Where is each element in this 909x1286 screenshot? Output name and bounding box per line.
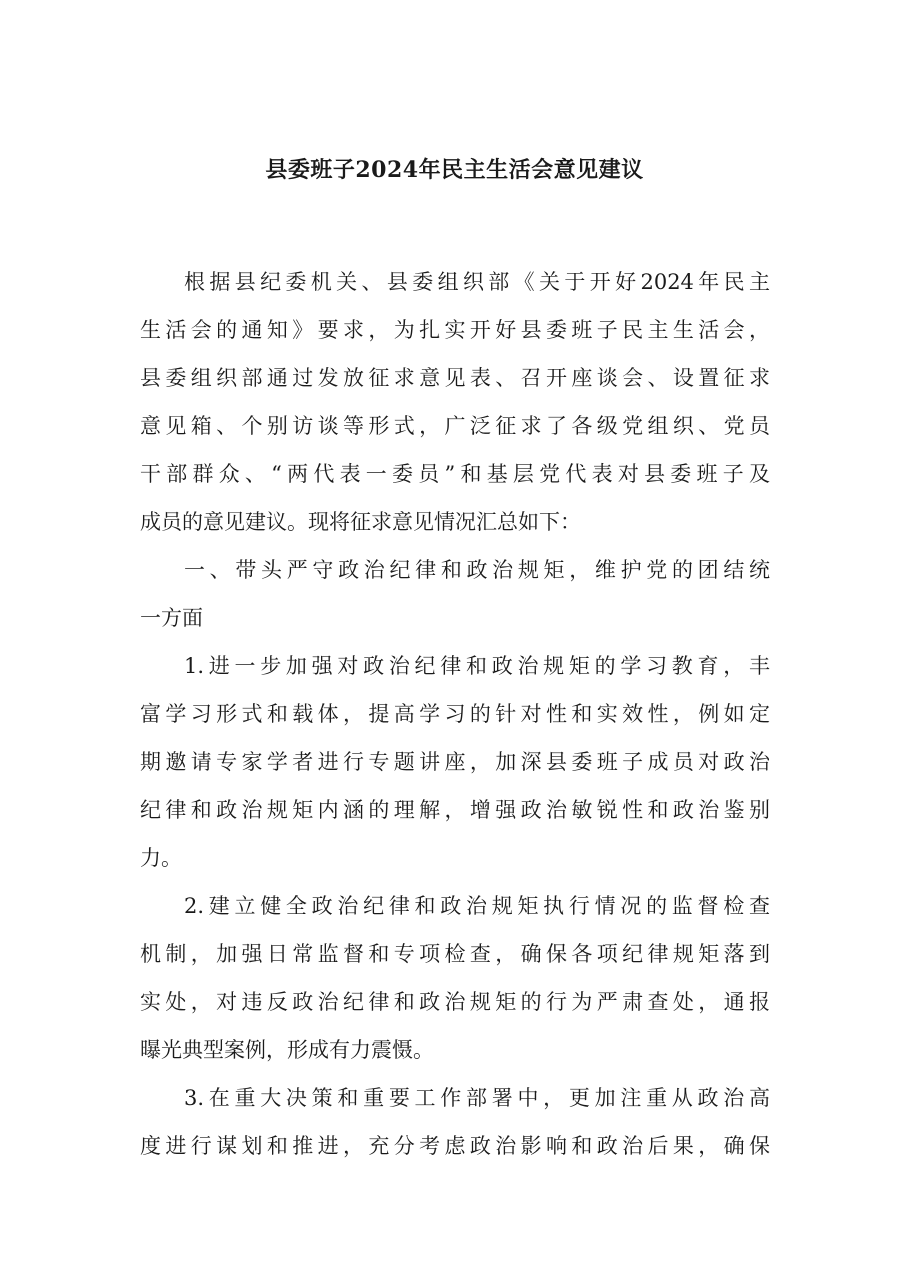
text-line: 根据县纪委机关、县委组织部《关于开好2024年民主 — [184, 270, 770, 294]
text-line: 富学习形式和载体，提高学习的针对性和实效性，例如定 — [140, 702, 770, 726]
text-line: 度进行谋划和推进，充分考虑政治影响和政治后果，确保 — [140, 1134, 770, 1158]
text-line: 意见箱、个别访谈等形式，广泛征求了各级党组织、党员 — [140, 414, 770, 438]
document-title: 县委班子2024年民主生活会意见建议 — [265, 157, 644, 183]
text-line: 2.建立健全政治纪律和政治规矩执行情况的监督检查 — [184, 894, 770, 918]
text-line: 纪律和政治规矩内涵的理解，增强政治敏锐性和政治鉴别 — [140, 798, 770, 822]
text-line: 期邀请专家学者进行专题讲座，加深县委班子成员对政治 — [140, 750, 770, 774]
text-line: 一、带头严守政治纪律和政治规矩，维护党的团结统 — [184, 558, 770, 582]
list-item-1 — [140, 642, 770, 882]
text-line: 机制，加强日常监督和专项检查，确保各项纪律规矩落到 — [140, 942, 770, 966]
text-line: 县委组织部通过发放征求意见表、召开座谈会、设置征求 — [140, 366, 770, 390]
text-line: 1.进一步加强对政治纪律和政治规矩的学习教育，丰 — [184, 654, 770, 678]
text-line: 3.在重大决策和重要工作部署中，更加注重从政治高 — [184, 1086, 770, 1110]
list-item-3 — [140, 1074, 770, 1170]
text-line: 曝光典型案例，形成有力震慑。 — [140, 1038, 434, 1062]
text-line: 实处，对违反政治纪律和政治规矩的行为严肃查处，通报 — [140, 990, 770, 1014]
document-body — [140, 258, 770, 1170]
text-line: 干部群众、“两代表一委员”和基层党代表对县委班子及 — [140, 462, 770, 486]
list-item-2 — [140, 882, 770, 1074]
paragraph-intro — [140, 258, 770, 546]
text-line: 生活会的通知》要求，为扎实开好县委班子民主生活会， — [140, 318, 770, 342]
text-line: 力。 — [140, 846, 182, 870]
section-heading-1 — [140, 546, 770, 642]
text-line: 成员的意见建议。现将征求意见情况汇总如下： — [140, 510, 581, 534]
text-line: 一方面 — [140, 606, 203, 630]
